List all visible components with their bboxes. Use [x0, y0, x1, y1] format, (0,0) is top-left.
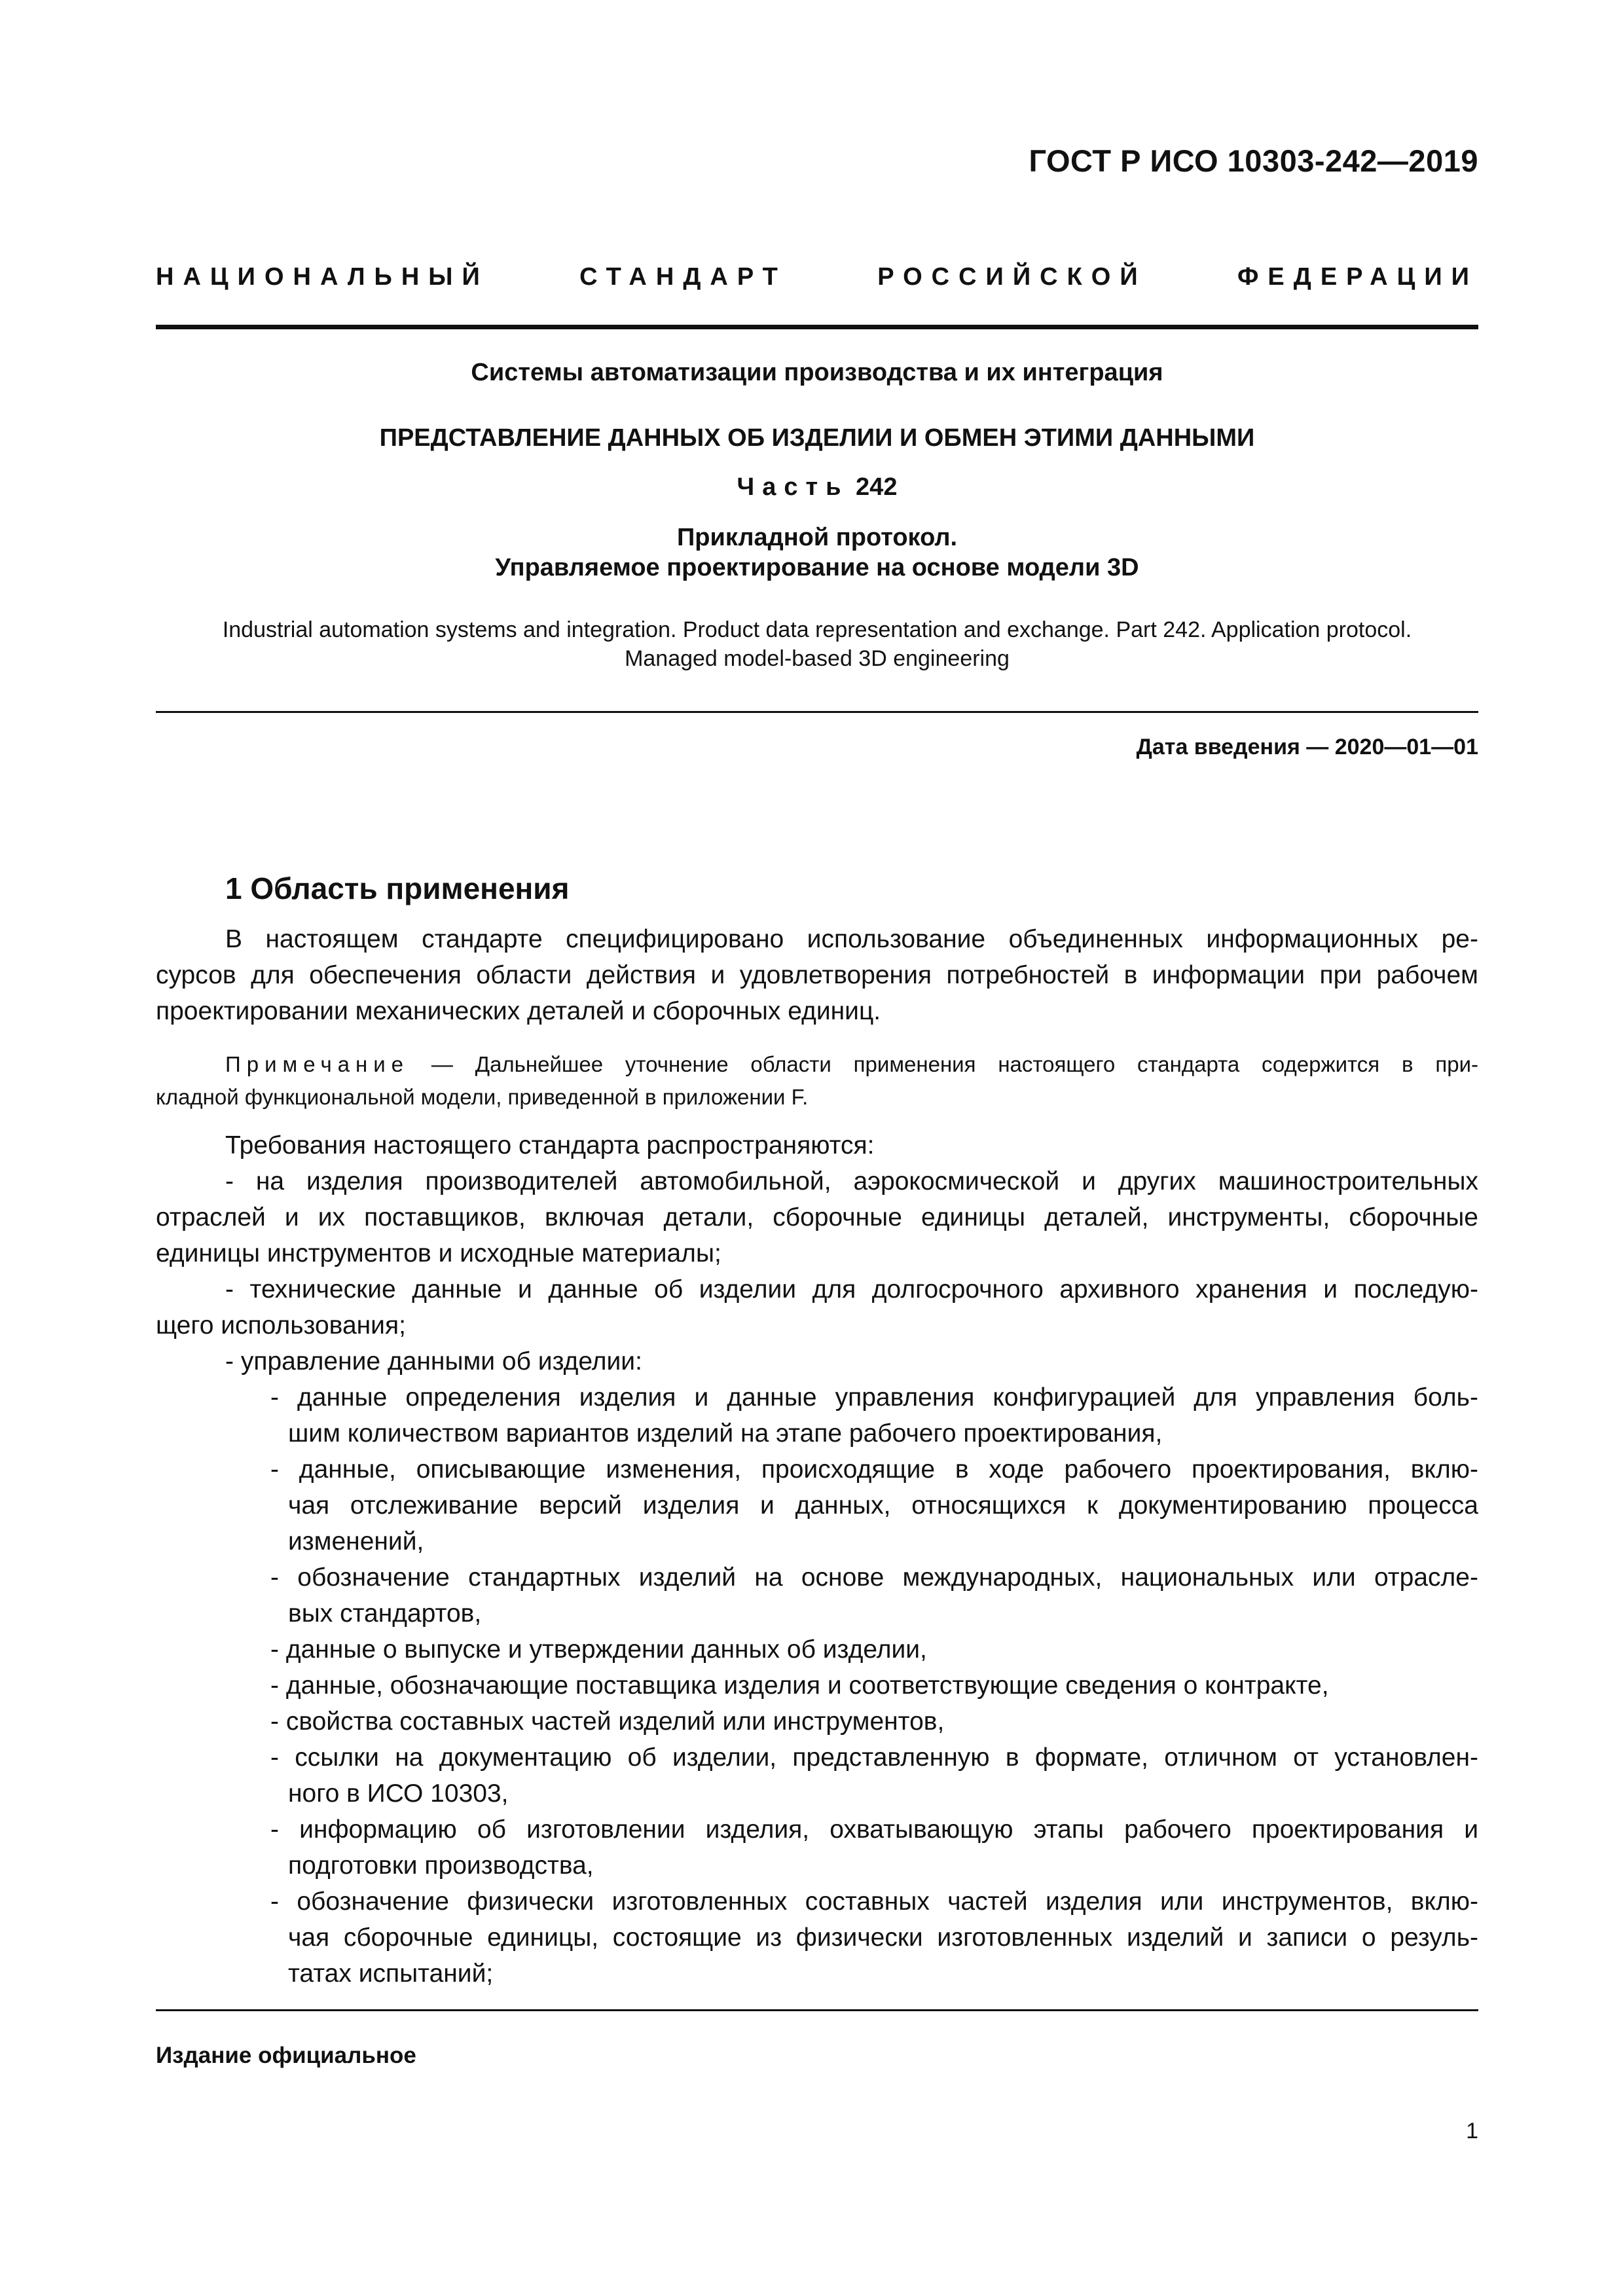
- footer-rule: [156, 2009, 1478, 2011]
- requirement-line: - технические данные и данные об изделии для долгосрочного архивного хранения и последую-: [225, 1275, 1478, 1303]
- sub-item-line: - обозначение стандартных изделий на основе международных, национальных или отрасле-: [270, 1563, 1478, 1592]
- main-title: ПРЕДСТАВЛЕНИЕ ДАННЫХ ОБ ИЗДЕЛИИ И ОБМЕН ЭТИМИ ДАННЫМИ: [379, 424, 1255, 452]
- sub-item-line: - ссылки на документацию об изделии, представленную в формате, отличном от установлен-: [270, 1743, 1478, 1772]
- requirements-intro: Требования настоящего стандарта распространяются:: [225, 1131, 875, 1159]
- note-label: Примечание: [225, 1052, 410, 1076]
- requirement-line: отраслей и их поставщиков, включая детали, сборочные единицы деталей, инструменты, сборочные: [156, 1203, 1478, 1231]
- requirement-line: щего использования;: [156, 1311, 406, 1339]
- requirement-line: единицы инструментов и исходные материалы;: [156, 1239, 721, 1267]
- header-rule: [156, 325, 1478, 329]
- part-word: Часть: [737, 473, 849, 501]
- subtitle-line-2: Управляемое проектирование на основе модели 3D: [495, 554, 1139, 581]
- title-rule: [156, 711, 1478, 713]
- sub-item-line: - данные определения изделия и данные управления конфигурацией для управления боль-: [270, 1383, 1478, 1412]
- requirement-line: - управление данными об изделии:: [225, 1347, 642, 1376]
- sub-item-line: - обозначение физически изготовленных составных частей изделия или инструментов, вклю-: [270, 1887, 1478, 1916]
- english-title-line-2: Managed model-based 3D engineering: [625, 646, 1010, 671]
- document-code: ГОСТ Р ИСО 10303-242—2019: [1029, 143, 1478, 178]
- document-page: [156, 0, 1478, 2296]
- systems-title: Системы автоматизации производства и их интеграция: [471, 359, 1163, 386]
- sub-item-line: чая отслеживание версий изделия и данных, относящихся к документированию процесса: [288, 1491, 1478, 1520]
- sub-item-line: чая сборочные единицы, состоящие из физически изготовленных изделий и записи о резуль-: [288, 1923, 1478, 1952]
- note-line-1: [225, 1052, 1478, 1077]
- sub-item-line: вых стандартов,: [288, 1599, 482, 1628]
- page-number: 1: [1466, 2119, 1478, 2143]
- paragraph-line: проектировании механических деталей и сборочных единиц.: [156, 997, 881, 1025]
- official-edition-label: Издание официальное: [156, 2043, 416, 2068]
- sub-item-line: ного в ИСО 10303,: [288, 1779, 509, 1808]
- part-number: 242: [856, 473, 898, 501]
- note-text: — Дальнейшее уточнение области применения настоящего стандарта содержится в при-: [409, 1052, 1478, 1076]
- requirement-line: - на изделия производителей автомобильной, аэрокосмической и других машиностроительных: [225, 1167, 1478, 1195]
- national-standard-title: НАЦИОНАЛЬНЫЙ СТАНДАРТ РОССИЙСКОЙ ФЕДЕРАЦИИ: [156, 263, 1478, 291]
- sub-item-line: татах испытаний;: [288, 1959, 494, 1988]
- sub-item-line: шим количеством вариантов изделий на этапе рабочего проектирования,: [288, 1419, 1163, 1448]
- sub-item-line: подготовки производства,: [288, 1851, 594, 1880]
- paragraph-line: сурсов для обеспечения области действия и удовлетворения потребностей в информации при рабочем: [156, 961, 1478, 989]
- english-title-line-1: Industrial automation systems and integration. Product data representation and exchange. Part 242. Application protocol.: [222, 617, 1412, 642]
- sub-item-line: - данные, описывающие изменения, происходящие в ходе рабочего проектирования, вклю-: [270, 1455, 1478, 1484]
- sub-item-line: - информацию об изготовлении изделия, охватывающую этапы рабочего проектирования и: [270, 1815, 1478, 1844]
- note-line-2: кладной функциональной модели, приведенной в приложении F.: [156, 1085, 809, 1109]
- paragraph-line: В настоящем стандарте специфицировано использование объединенных информационных ре-: [225, 925, 1478, 953]
- sub-item-line: - свойства составных частей изделий или инструментов,: [270, 1707, 945, 1736]
- sub-item-line: - данные о выпуске и утверждении данных об изделии,: [270, 1635, 927, 1664]
- part-title: [156, 473, 1478, 501]
- sub-item-line: изменений,: [288, 1527, 424, 1556]
- section-heading: 1 Область применения: [225, 871, 570, 905]
- subtitle-line-1: Прикладной протокол.: [676, 524, 958, 551]
- sub-item-line: - данные, обозначающие поставщика изделия и соответствующие сведения о контракте,: [270, 1671, 1329, 1700]
- introduction-date: Дата введения — 2020—01—01: [1136, 735, 1478, 759]
